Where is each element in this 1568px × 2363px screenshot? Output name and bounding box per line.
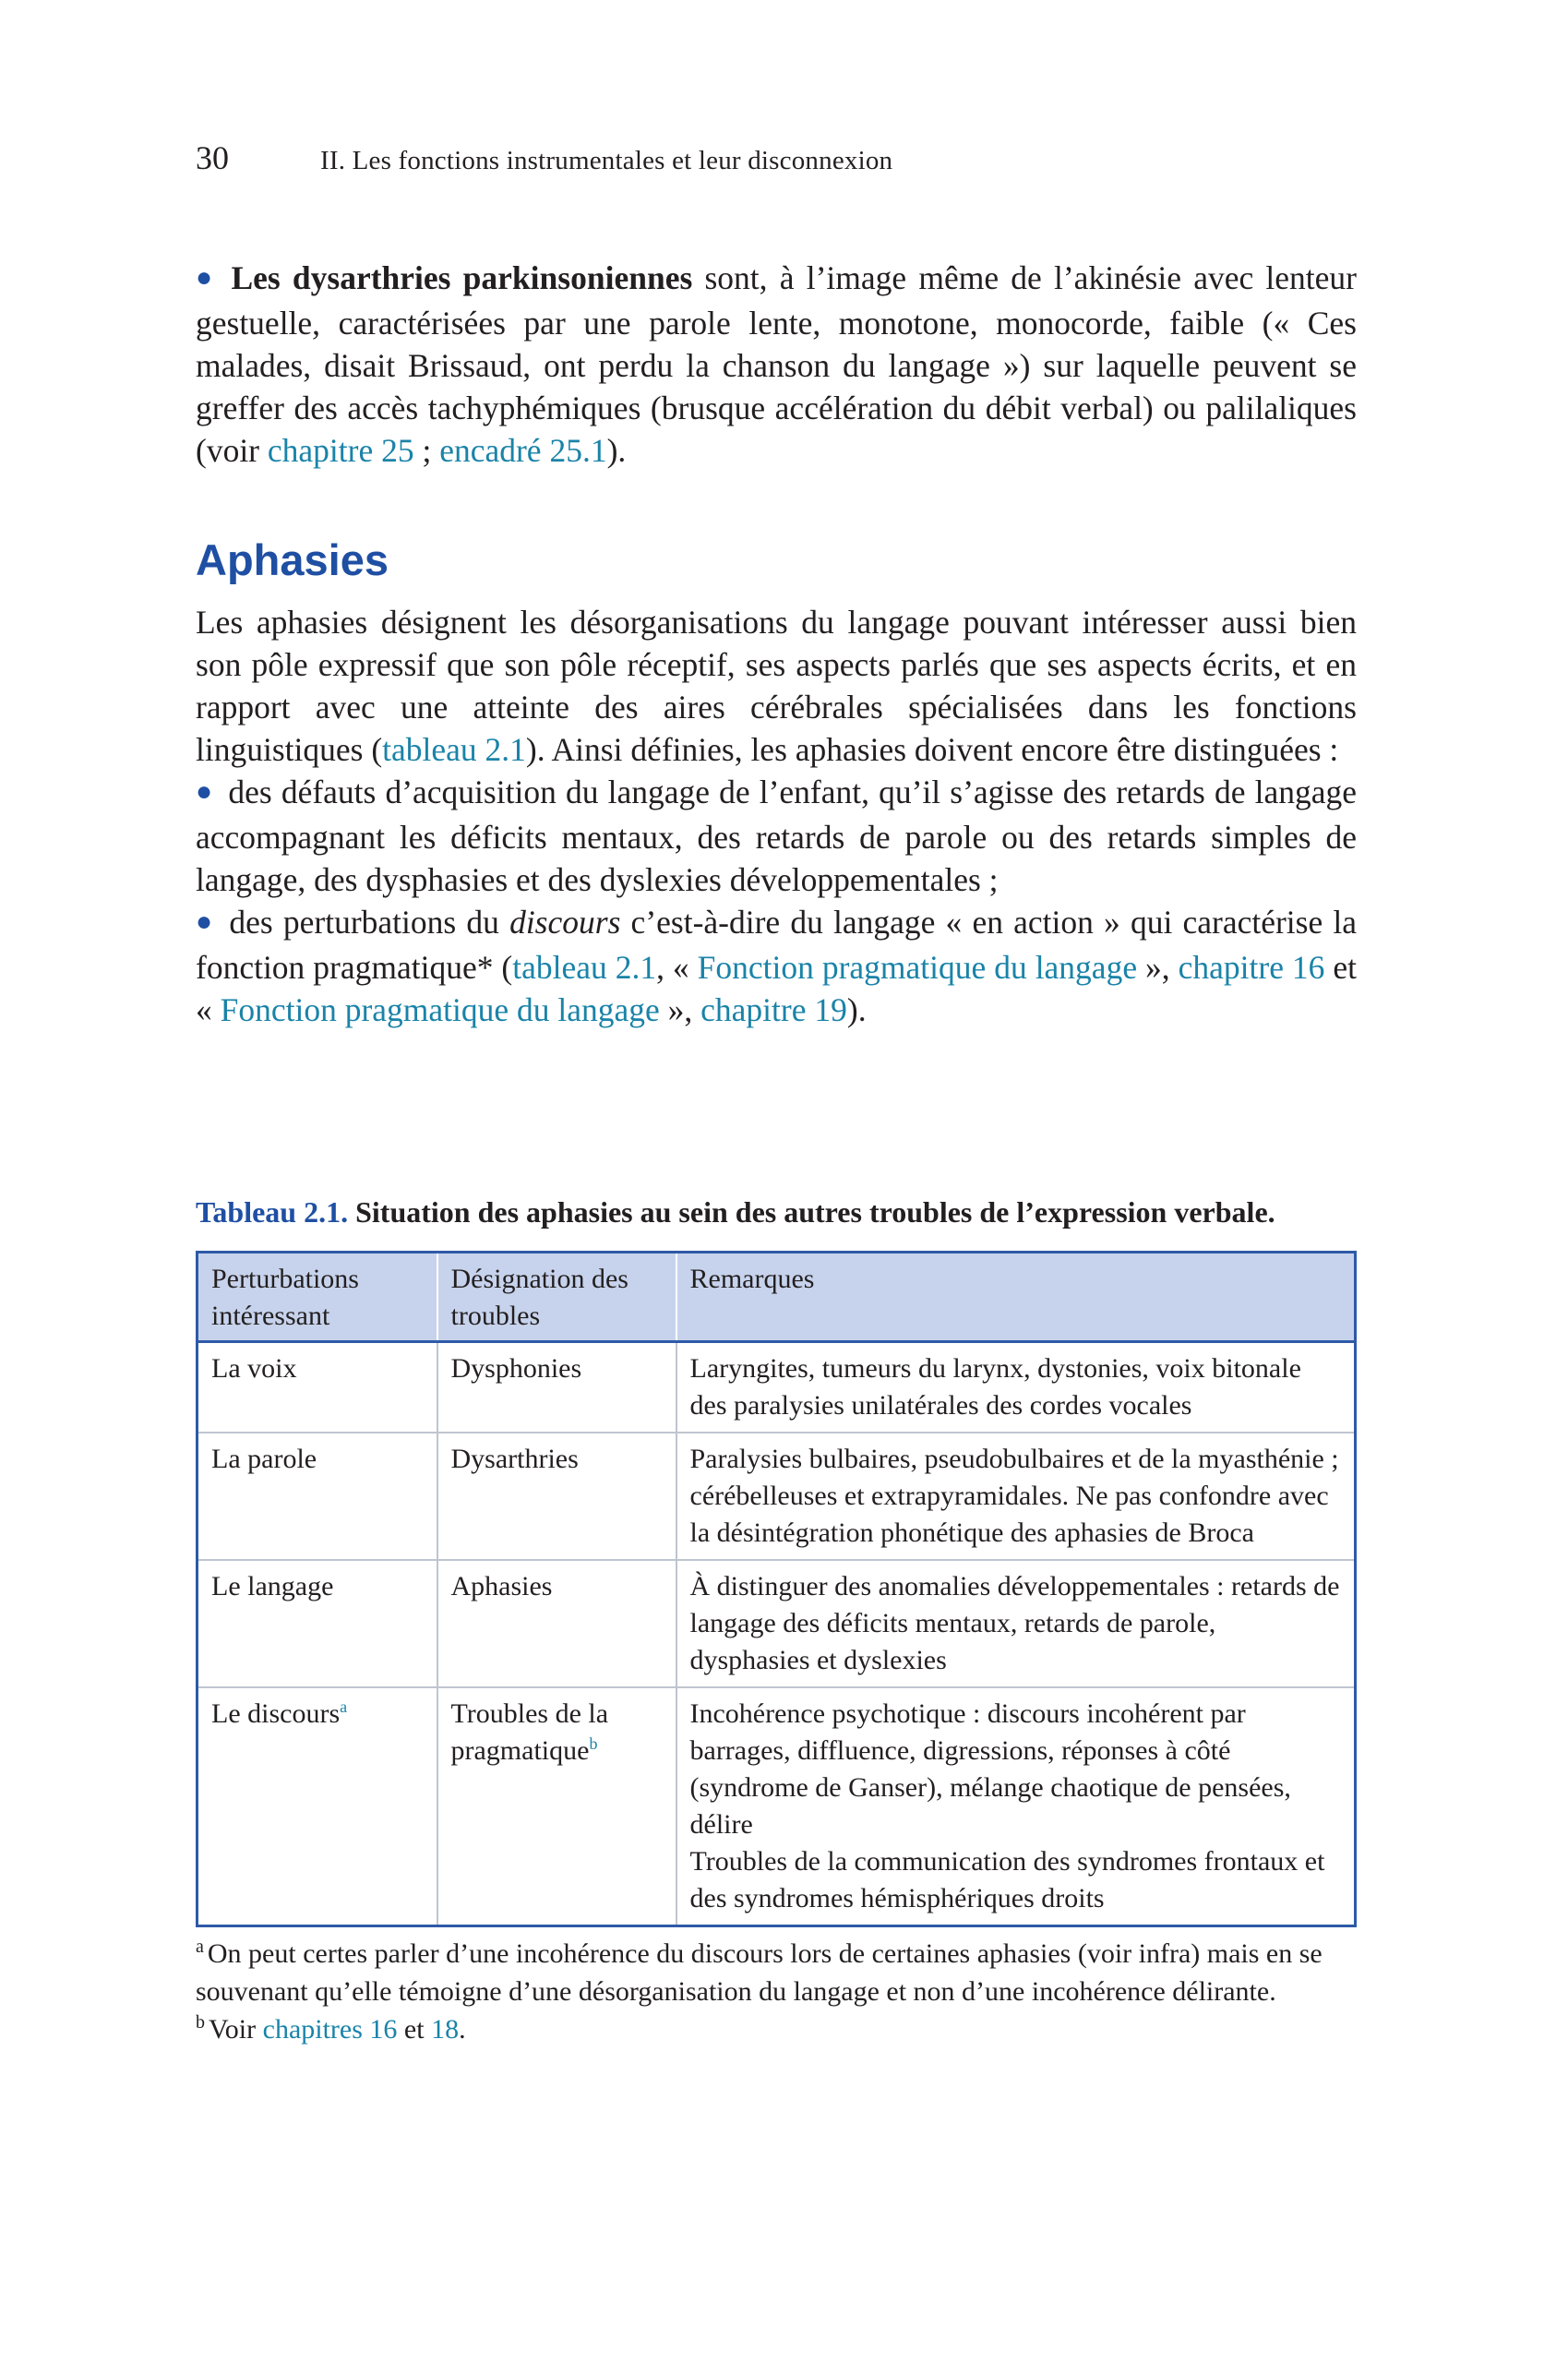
bullet-text: », xyxy=(659,991,701,1028)
cell-text: Paralysies bulbaires, pseudobulbaires et de la myasthénie ; cérébelleuses et extrapyramidales. Ne pas confondre avec la désintégration phonétique des aphasies de Broca xyxy=(689,1444,1339,1548)
table-row xyxy=(197,1560,1356,1687)
running-head xyxy=(196,138,1357,177)
cell-text: Aphasies xyxy=(450,1571,553,1601)
table-cell xyxy=(437,1560,676,1687)
bullet-text: ). xyxy=(846,991,867,1028)
bullet-text: des défauts d’acquisition du langage de l’enfant, qu’il s’agisse des retards de langage accompagnant les déficits mentaux, des retards de parole ou des retards simples de langage, des dysphasies et des dyslexies développementales ; xyxy=(196,774,1357,898)
link-chapitre-19[interactable]: chapitre 19 xyxy=(700,991,847,1028)
cell-text: Le langage xyxy=(211,1571,334,1601)
cell-text: Troubles de la communication des syndromes frontaux et des syndromes hémisphériques droits xyxy=(689,1846,1325,1913)
table-cell xyxy=(676,1560,1356,1687)
table-cell xyxy=(676,1342,1356,1433)
table-cell xyxy=(197,1433,437,1560)
table-footnotes xyxy=(196,1935,1357,2048)
table-cell xyxy=(437,1433,676,1560)
footnote-mark: b xyxy=(196,2012,205,2033)
intro-bold-lead: Les dysarthries parkinsoniennes xyxy=(231,259,693,296)
cell-text: À distinguer des anomalies développementales : retards de langage des déficits mentaux, retards de parole, dysphasies et dyslexies xyxy=(689,1571,1340,1675)
intro-text: ). xyxy=(606,432,627,469)
footnote-ref-a[interactable]: a xyxy=(340,1697,348,1716)
cell-text: Laryngites, tumeurs du larynx, dystonies, voix bitonale des paralysies unilatérales des cordes vocales xyxy=(689,1353,1301,1421)
footnote-ref-b[interactable]: b xyxy=(589,1734,598,1753)
table-cell xyxy=(676,1687,1356,1926)
table-row xyxy=(197,1342,1356,1433)
table-cell xyxy=(197,1687,437,1926)
link-encadre-25-1[interactable]: encadré 25.1 xyxy=(439,432,607,469)
footnote-text: et xyxy=(397,2014,432,2045)
bullet-icon: ● xyxy=(196,906,215,937)
cell-text: Troubles de la pragmatique xyxy=(450,1698,609,1766)
table-cell xyxy=(197,1342,437,1433)
bullet-text: c’est-à-dire du langage « en action » qui caractérise la fonction pragmatique* ( xyxy=(196,904,1357,986)
link-chapitre-25[interactable]: chapitre 25 xyxy=(267,432,414,469)
page-number: 30 xyxy=(196,139,229,176)
table-cell xyxy=(676,1433,1356,1560)
aphasies-text: Les aphasies désignent les désorganisations du langage pouvant intéresser aussi bien son pôle expressif que son pôle réceptif, ses aspects parlés que ses aspects écrits, et en rapport avec une atteinte des aires cérébrales spécialisées dans les fonctions linguistiques ( xyxy=(196,604,1357,768)
bullet-icon: ● xyxy=(196,262,217,293)
link-chapitre-18[interactable]: 18 xyxy=(431,2014,460,2045)
bullet-text: », xyxy=(1137,949,1179,986)
column-header: Remarques xyxy=(676,1253,1356,1342)
cell-text: Dysphonies xyxy=(450,1353,582,1384)
bullet-item xyxy=(196,901,1357,1031)
footnote-text: On peut certes parler d’une incohérence du discours lors de certaines aphasies (voir infra) mais en se souvenant qu’elle témoigne d’une désorganisation du langage et non d’une incohérence délirante. xyxy=(196,1938,1323,2007)
running-title: II. Les fonctions instrumentales et leur disconnexion xyxy=(320,146,893,175)
footnote-b xyxy=(196,2010,1357,2048)
column-header: Perturbations intéressant xyxy=(197,1253,437,1342)
aphasies-text: ). Ainsi définies, les aphasies doivent encore être distinguées : xyxy=(525,731,1339,768)
intro-paragraph xyxy=(196,257,1357,472)
table-caption-label: Tableau 2.1. xyxy=(196,1195,349,1229)
table-caption xyxy=(196,1193,1357,1230)
footnote-mark: a xyxy=(196,1937,204,1957)
table-row xyxy=(197,1687,1356,1926)
link-chapitre-16[interactable]: chapitre 16 xyxy=(1178,949,1325,986)
bullet-text: des perturbations du xyxy=(229,904,510,941)
link-chapitres-16[interactable]: chapitres 16 xyxy=(262,2014,398,2045)
table-cell xyxy=(437,1342,676,1433)
cell-text: Le discours xyxy=(211,1698,341,1729)
table-cell xyxy=(197,1560,437,1687)
cell-text: Dysarthries xyxy=(450,1444,579,1474)
footnote-a xyxy=(196,1935,1357,2010)
bullet-text: et « xyxy=(196,949,1358,1028)
cell-text: La parole xyxy=(211,1444,317,1474)
table-row xyxy=(197,1433,1356,1560)
bullet-item xyxy=(196,771,1357,901)
link-tableau-2-1[interactable]: tableau 2.1 xyxy=(382,731,526,768)
link-tableau-2-1[interactable]: tableau 2.1 xyxy=(512,949,657,986)
bullet-text: , « xyxy=(656,949,698,986)
bullet-icon: ● xyxy=(196,776,214,807)
table-header-row xyxy=(197,1253,1356,1342)
intro-text: sont, à l’image même de l’akinésie avec lenteur gestuelle, caractérisées par une parole lente, monotone, monocorde, faible (« Ces malades, disait Brissaud, ont perdu la chanson du langage ») sur laquelle peuvent se greffer des accès tachyphémiques (brusque accélération du débit verbal) ou palilaliques (voir xyxy=(196,259,1357,469)
section-heading: Aphasies xyxy=(196,535,389,584)
column-header: Désignation des troubles xyxy=(437,1253,676,1342)
bullet-italic: discours xyxy=(509,904,621,941)
table-cell xyxy=(437,1687,676,1926)
table-caption-text: Situation des aphasies au sein des autres troubles de l’expression verbale. xyxy=(348,1195,1275,1229)
intro-text: ; xyxy=(413,432,440,469)
cell-text: Incohérence psychotique : discours incohérent par barrages, diffluence, digressions, réponses à côté (syndrome de Ganser), mélange chaotique de pensées, délire xyxy=(689,1698,1291,1840)
aphasies-paragraph xyxy=(196,601,1357,771)
footnote-text: Voir xyxy=(209,2014,263,2045)
aphasies-table xyxy=(196,1251,1357,1927)
page xyxy=(196,138,1357,2048)
cell-text: La voix xyxy=(211,1353,297,1384)
footnote-text: . xyxy=(459,2014,466,2045)
link-fonction-pragmatique[interactable]: Fonction pragmatique du langage xyxy=(697,949,1138,986)
link-fonction-pragmatique[interactable]: Fonction pragmatique du langage xyxy=(220,991,660,1028)
